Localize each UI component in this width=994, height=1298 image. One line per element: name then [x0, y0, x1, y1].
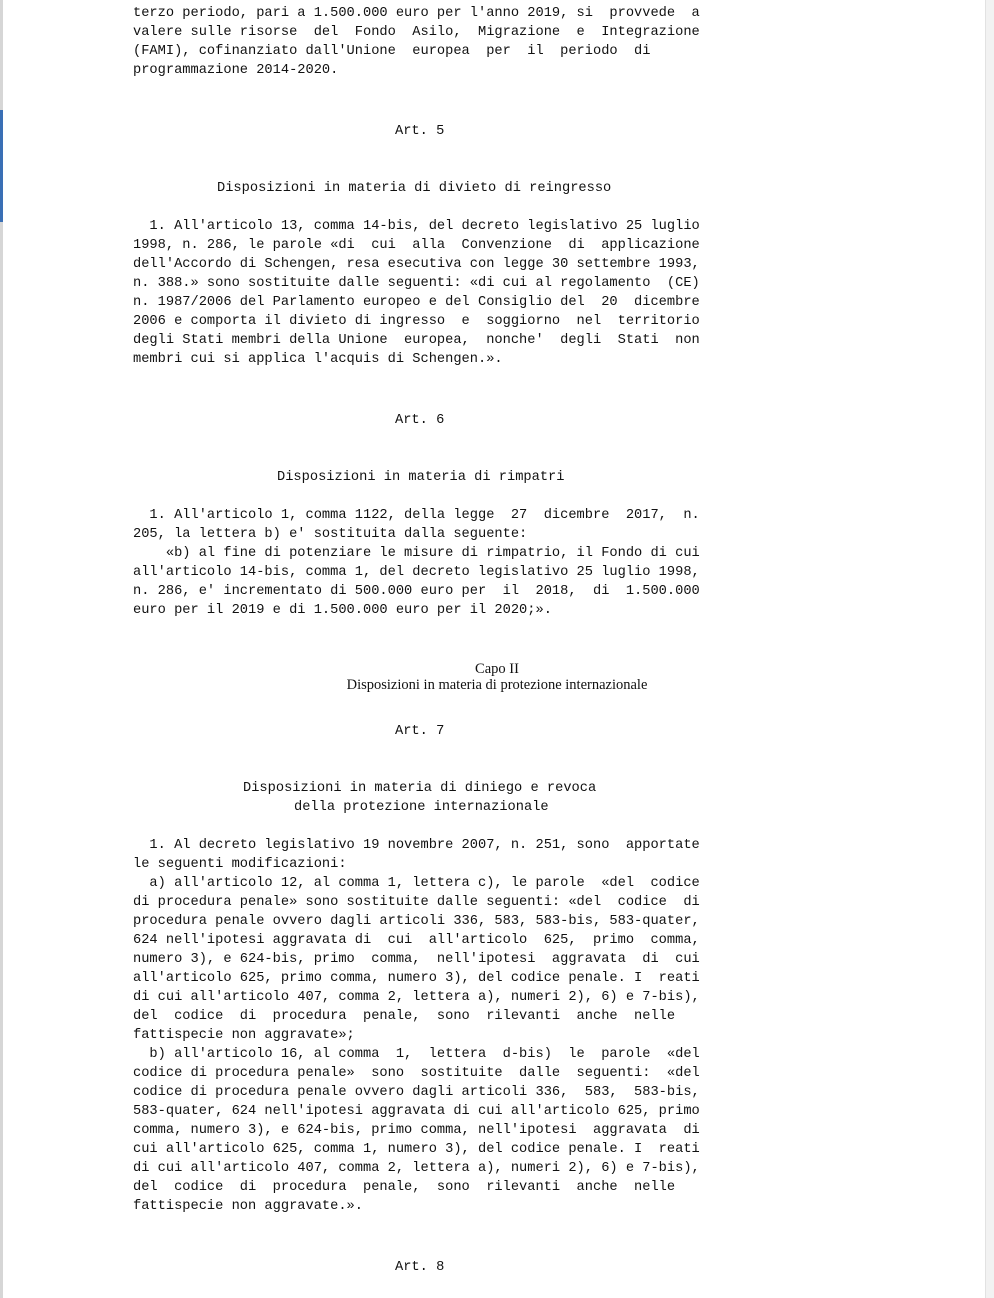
article-5-title: Disposizioni in materia di divieto di reingresso [217, 181, 612, 196]
capo-subtitle: Disposizioni in materia di protezione internazionale [346, 677, 648, 693]
paragraph-continuation: terzo periodo, pari a 1.500.000 euro per l'anno 2019, si provvede a valere sulle risorse del Fondo Asilo, Migrazione e Integrazione (FAMI), cofinanziato dall'Unione europea per il periodo di programmazione 2014-2020. [133, 6, 700, 78]
article-7-title-line2: della protezione internazionale [294, 800, 549, 815]
article-8-heading: Art. 8 [395, 1260, 445, 1275]
article-7-body: 1. Al decreto legislativo 19 novembre 2007, n. 251, sono apportate le seguenti modificazioni: a) all'articolo 12, al comma 1, lettera c), le parole «del codice di procedura penale» sono sostituite dalle seguenti: «del codice di procedura penale ovvero dagli articoli 336, 583, 583-bis, 583-quater, 624 nell'ipotesi aggravata di cui all'articolo 625, primo comma, numero 3), e 624-bis, primo comma, nell'ipotesi aggravata di cui all'articolo 625, primo comma, numero 3), del codice penale. I reati di cui all'articolo 407, comma 2, lettera a), numeri 2), 6) e 7-bis), del codice di procedura penale, sono rilevanti anche nelle fattispecie non aggravate»; b) all'articolo 16, al comma 1, lettera d-bis) le parole «del codice di procedura penale» sono sostituite dalle seguenti: «del codice di procedura penale ovvero dagli articoli 336, 583, 583-bis, 583-quater, 624 nell'ipotesi aggravata di cui all'articolo 625, primo comma, numero 3), e 624-bis, primo comma, nell'ipotesi aggravata di cui all'articolo 625, comma 1, numero 3), del codice penale. I reati di cui all'articolo 407, comma 2, lettera a), numeri 2), 6) e 7-bis), del codice di procedura penale, sono rilevanti anche nelle fattispecie non aggravate.». [133, 838, 700, 1214]
article-6-body: 1. All'articolo 1, comma 1122, della legge 27 dicembre 2017, n. 205, la lettera b) e' sostituita dalla seguente: «b) al fine di potenziare le misure di rimpatrio, il Fondo di cui all'articolo 14-bis, comma 1, del decreto legislativo 25 luglio 1998, n. 286, e' incrementato di 500.000 euro per il 2018, di 1.500.000 euro per il 2019 e di 1.500.000 euro per il 2020;». [133, 508, 700, 618]
article-6-heading: Art. 6 [395, 413, 445, 428]
article-7-title-line1: Disposizioni in materia di diniego e revoca [243, 781, 597, 796]
capo-label: Capo II [475, 661, 519, 677]
window-left-accent [0, 110, 3, 222]
article-5-body: 1. All'articolo 13, comma 14-bis, del decreto legislativo 25 luglio 1998, n. 286, le parole «di cui alla Convenzione di applicazione dell'Accordo di Schengen, resa esecutiva con legge 30 settembre 1993, n. 388.» sono sostituite dalle seguenti: «di cui al regolamento (CE) n. 1987/2006 del Parlamento europeo e del Consiglio del 20 dicembre 2006 e comporta il divieto di ingresso e soggiorno nel territorio degli Stati membri della Unione europea, nonche' degli Stati non membri cui si applica l'acquis di Schengen.». [133, 219, 700, 367]
article-7-heading: Art. 7 [395, 724, 445, 739]
article-6-title: Disposizioni in materia di rimpatri [277, 470, 565, 485]
vertical-scrollbar[interactable] [985, 0, 994, 1298]
article-5-heading: Art. 5 [395, 124, 445, 139]
